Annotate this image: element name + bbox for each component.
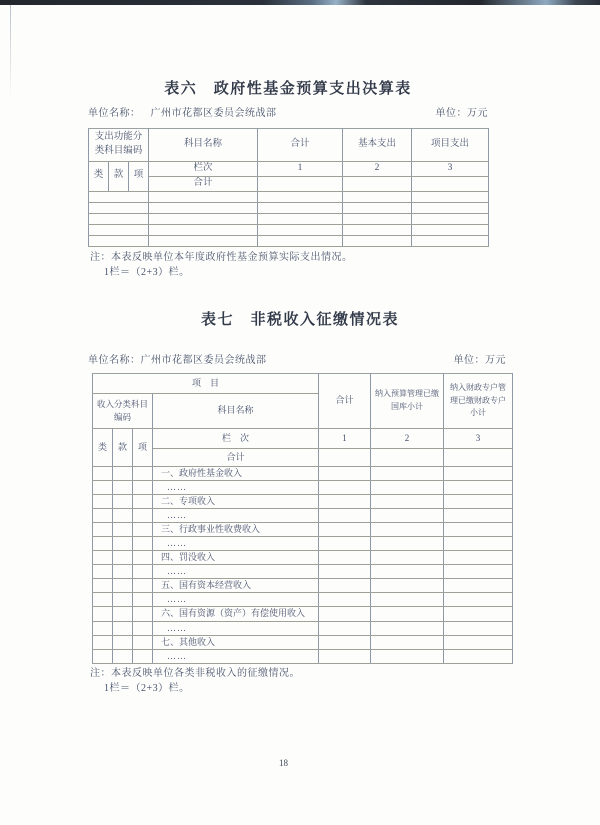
t6-header-project: 项目支出 <box>412 129 489 162</box>
section-cell <box>113 607 133 621</box>
t7-header-subject: 科目名称 <box>153 394 319 429</box>
table-row <box>89 224 489 235</box>
empty-cell <box>412 224 489 235</box>
subject-cell: …… <box>153 537 319 551</box>
revenue-row <box>93 481 513 495</box>
table7-title: 表七 非税收入征缴情况表 <box>200 311 399 328</box>
t6-col-class: 类 <box>89 162 109 192</box>
empty-cell <box>371 579 444 593</box>
revenue-row <box>93 593 513 607</box>
t6-header-total: 合计 <box>258 129 343 162</box>
revenue-row <box>93 523 513 537</box>
empty-cell <box>444 565 513 579</box>
empty-cell <box>371 509 444 523</box>
empty-cell <box>444 467 513 481</box>
table-row <box>89 191 489 202</box>
empty-cell <box>89 213 149 224</box>
section-cell <box>113 551 133 565</box>
class-cell <box>93 565 113 579</box>
subject-cell: 二、专项收入 <box>153 495 319 509</box>
item-cell <box>133 579 153 593</box>
table-row <box>89 213 489 224</box>
empty-cell <box>412 213 489 224</box>
section-cell <box>113 579 133 593</box>
revenue-row <box>93 551 513 565</box>
empty-cell <box>412 191 489 202</box>
empty-cell <box>319 593 371 607</box>
empty-cell <box>371 495 444 509</box>
section-cell <box>113 635 133 649</box>
revenue-row <box>93 607 513 621</box>
item-cell <box>133 551 153 565</box>
empty-cell <box>444 593 513 607</box>
empty-cell <box>343 213 412 224</box>
subject-cell: …… <box>153 481 319 495</box>
subject-cell: …… <box>153 593 319 607</box>
section-cell <box>113 649 133 663</box>
table7-nontax-revenue <box>92 373 513 664</box>
empty-cell <box>343 235 412 246</box>
t6-col-index-3: 3 <box>412 162 489 177</box>
table7-note <box>90 666 300 696</box>
class-cell <box>93 635 113 649</box>
item-cell <box>133 481 153 495</box>
empty-cell <box>371 537 444 551</box>
empty-cell <box>319 649 371 663</box>
empty-cell <box>371 449 444 467</box>
table-row <box>89 129 489 162</box>
empty-cell <box>371 551 444 565</box>
empty-cell <box>444 621 513 635</box>
item-cell <box>133 621 153 635</box>
subject-cell: 六、国有资源（资产）有偿使用收入 <box>153 607 319 621</box>
t7-header-total: 合计 <box>319 374 371 429</box>
empty-cell <box>319 523 371 537</box>
empty-cell <box>319 607 371 621</box>
section-cell <box>113 523 133 537</box>
item-cell <box>133 565 153 579</box>
revenue-row <box>93 509 513 523</box>
empty-cell <box>444 509 513 523</box>
revenue-row <box>93 495 513 509</box>
empty-cell <box>258 213 343 224</box>
class-cell <box>93 467 113 481</box>
class-cell <box>93 537 113 551</box>
empty-cell <box>343 202 412 213</box>
item-cell <box>133 593 153 607</box>
empty-cell <box>258 191 343 202</box>
class-cell <box>93 495 113 509</box>
empty-cell <box>319 565 371 579</box>
note-line: 1栏＝（2+3）栏。 <box>104 683 190 694</box>
t7-col-item: 项 <box>133 429 153 467</box>
t7-header-code: 收入分类科目编码 <box>93 394 153 429</box>
t6-header-basic: 基本支出 <box>343 129 412 162</box>
t6-col-item: 项 <box>129 162 149 192</box>
empty-cell <box>444 537 513 551</box>
empty-cell <box>319 509 371 523</box>
subject-cell: …… <box>153 565 319 579</box>
page-number: 18 <box>279 758 288 768</box>
revenue-row <box>93 467 513 481</box>
empty-cell <box>371 467 444 481</box>
empty-cell <box>371 635 444 649</box>
subject-cell: 五、国有资本经营收入 <box>153 579 319 593</box>
section-cell <box>113 467 133 481</box>
revenue-row <box>93 621 513 635</box>
empty-cell <box>343 191 412 202</box>
t6-sum-row-label: 合计 <box>149 176 258 191</box>
empty-cell <box>371 565 444 579</box>
class-cell <box>93 481 113 495</box>
empty-cell <box>258 202 343 213</box>
revenue-row <box>93 579 513 593</box>
revenue-row <box>93 565 513 579</box>
empty-cell <box>319 481 371 495</box>
empty-cell <box>371 593 444 607</box>
empty-cell <box>444 495 513 509</box>
note-line: 注：本表反映单位各类非税收入的征缴情况。 <box>90 668 300 679</box>
empty-cell <box>258 224 343 235</box>
t7-col-class: 类 <box>93 429 113 467</box>
class-cell <box>93 649 113 663</box>
class-cell <box>93 621 113 635</box>
empty-cell <box>412 202 489 213</box>
t7-sum-row-label: 合计 <box>153 449 319 467</box>
empty-cell <box>343 224 412 235</box>
empty-cell <box>444 481 513 495</box>
section-cell <box>113 495 133 509</box>
table6-note <box>90 250 353 280</box>
revenue-row <box>93 649 513 663</box>
table6-title: 表六 政府性基金预算支出决算表 <box>164 80 412 97</box>
empty-cell <box>371 481 444 495</box>
item-cell <box>133 607 153 621</box>
table7-unit-name-label: 单位名称： <box>88 355 141 366</box>
empty-cell <box>149 213 258 224</box>
section-cell <box>113 621 133 635</box>
note-line: 1栏＝（2+3）栏。 <box>104 267 190 278</box>
item-cell <box>133 523 153 537</box>
scan-edge-artifact <box>0 0 600 5</box>
section-cell <box>113 537 133 551</box>
empty-cell <box>149 235 258 246</box>
empty-cell <box>319 579 371 593</box>
class-cell <box>93 579 113 593</box>
empty-cell <box>319 551 371 565</box>
table6-unit-line <box>88 104 488 119</box>
empty-cell <box>371 649 444 663</box>
t7-col-index-3: 3 <box>444 429 513 449</box>
item-cell <box>133 509 153 523</box>
empty-cell <box>371 621 444 635</box>
table6-currency-unit: 单位：万元 <box>435 108 488 119</box>
t7-header-fiscal-account: 纳入财政专户管理已缴财政专户小计 <box>444 374 513 429</box>
table-row <box>89 162 489 177</box>
empty-cell <box>258 176 343 191</box>
t7-row-index-label: 栏 次 <box>153 429 319 449</box>
empty-cell <box>319 449 371 467</box>
empty-cell <box>89 191 149 202</box>
section-cell <box>113 593 133 607</box>
item-cell <box>133 467 153 481</box>
table7-unit-name: 广州市花都区委员会统战部 <box>140 355 267 366</box>
empty-cell <box>444 607 513 621</box>
subject-cell: 一、政府性基金收入 <box>153 467 319 481</box>
class-cell <box>93 551 113 565</box>
subject-cell: …… <box>153 621 319 635</box>
t6-col-index-1: 1 <box>258 162 343 177</box>
table-row <box>89 235 489 246</box>
class-cell <box>93 509 113 523</box>
subject-cell: 三、行政事业性收费收入 <box>153 523 319 537</box>
empty-cell <box>444 523 513 537</box>
note-line: 注：本表反映单位本年度政府性基金预算实际支出情况。 <box>90 252 353 263</box>
empty-cell <box>444 579 513 593</box>
table-row <box>93 449 513 467</box>
empty-cell <box>412 176 489 191</box>
empty-cell <box>444 635 513 649</box>
empty-cell <box>444 551 513 565</box>
class-cell <box>93 607 113 621</box>
empty-cell <box>319 635 371 649</box>
table6-unit-name: 广州市花都区委员会统战部 <box>150 108 277 119</box>
empty-cell <box>149 191 258 202</box>
item-cell <box>133 495 153 509</box>
t6-header-subject: 科目名称 <box>149 129 258 162</box>
table6-gov-fund-expenditure <box>88 128 489 247</box>
empty-cell <box>319 467 371 481</box>
empty-cell <box>89 235 149 246</box>
subject-cell: …… <box>153 509 319 523</box>
t7-col-index-1: 1 <box>319 429 371 449</box>
table-row <box>93 429 513 449</box>
table6-unit-name-label: 单位名称： <box>88 108 141 119</box>
revenue-row <box>93 537 513 551</box>
item-cell <box>133 649 153 663</box>
subject-cell: …… <box>153 649 319 663</box>
empty-cell <box>258 235 343 246</box>
table-row <box>93 374 513 394</box>
table-row <box>89 176 489 191</box>
class-cell <box>93 523 113 537</box>
section-cell <box>113 565 133 579</box>
empty-cell <box>89 202 149 213</box>
empty-cell <box>444 449 513 467</box>
empty-cell <box>149 224 258 235</box>
section-cell <box>113 481 133 495</box>
section-cell <box>113 509 133 523</box>
empty-cell <box>89 224 149 235</box>
empty-cell <box>371 523 444 537</box>
subject-cell: 七、其他收入 <box>153 635 319 649</box>
revenue-row <box>93 635 513 649</box>
t7-header-treasury: 纳入预算管理已缴国库小计 <box>371 374 444 429</box>
table-row <box>89 202 489 213</box>
empty-cell <box>371 607 444 621</box>
t7-col-index-2: 2 <box>371 429 444 449</box>
t6-col-section: 款 <box>109 162 129 192</box>
class-cell <box>93 593 113 607</box>
empty-cell <box>319 537 371 551</box>
subject-cell: 四、罚没收入 <box>153 551 319 565</box>
empty-cell <box>149 202 258 213</box>
t6-col-index-2: 2 <box>343 162 412 177</box>
t7-header-project: 项 目 <box>93 374 319 394</box>
item-cell <box>133 537 153 551</box>
empty-cell <box>319 495 371 509</box>
empty-cell <box>343 176 412 191</box>
t6-row-index-label: 栏次 <box>149 162 258 177</box>
item-cell <box>133 635 153 649</box>
table7-currency-unit: 单位：万元 <box>453 355 506 366</box>
empty-cell <box>319 621 371 635</box>
empty-cell <box>412 235 489 246</box>
table7-unit-line <box>88 351 506 366</box>
t7-col-section: 款 <box>113 429 133 467</box>
empty-cell <box>444 649 513 663</box>
t6-header-code: 支出功能分类科目编码 <box>89 129 149 162</box>
